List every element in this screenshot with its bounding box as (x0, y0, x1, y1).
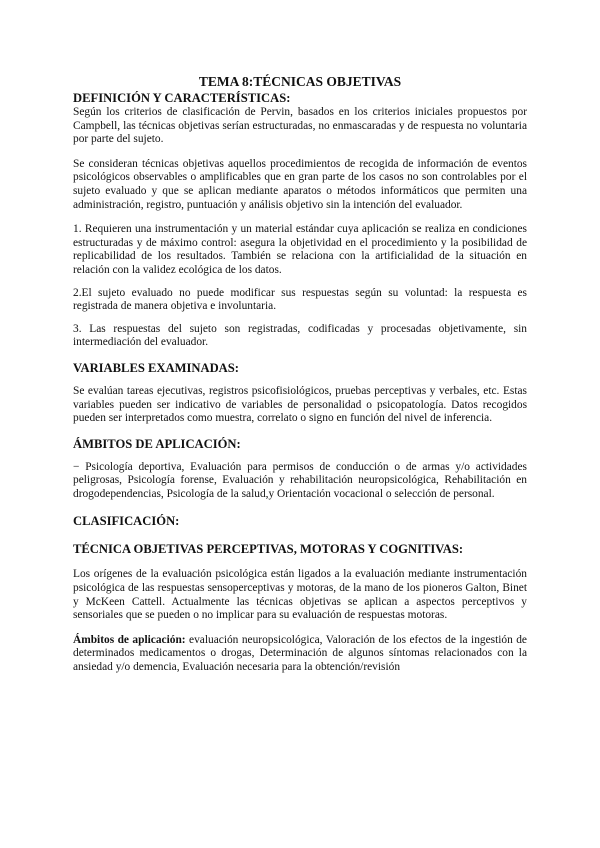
paragraph-ambitos-1: − Psicología deportiva, Evaluación para permisos de conducción o de armas y/o actividades peligrosas, Psicología forense, Evaluación y rehabilitación neuropsicológica, Rehabilitación en drogodependencias, Psicología de la salud,y Orientación vocacional o selección de personal. (73, 460, 527, 500)
paragraph-definicion-4: 2.El sujeto evaluado no puede modificar sus respuestas según su voluntad: la respuesta es registrada de manera objetiva e involuntaria. (73, 286, 527, 313)
heading-clasificacion: CLASIFICACIÓN: (73, 514, 180, 529)
document-title: TEMA 8:TÉCNICAS OBJETIVAS (198, 74, 402, 89)
heading-variables: VARIABLES EXAMINADAS: (73, 360, 239, 375)
document-page (73, 74, 527, 675)
paragraph-definicion-3: 1. Requieren una instrumentación y un material estándar cuya aplicación se realiza en condiciones estructuradas y de máximo control: asegura la objetividad en el procedimiento y la posibilidad de replicabilidad de los resultados. También se relaciona con la artificialidad de la situación en relación con la validez ecológica de los datos. (73, 223, 527, 276)
paragraph-perceptivas-1: Los orígenes de la evaluación psicológica están ligados a la evaluación mediante instrumentación psicológica de las respuestas sensoperceptivas y motoras, de la mano de los pioneros Galton, Binet y McKeen Cattell. Actualmente las técnicas objetivas se aplican a aspectos perceptivos y sensoriales que se pueden o no implicar para su evaluación de respuestas motoras. (73, 568, 527, 622)
paragraph-perceptivas-2-label: Ámbitos de aplicación: (73, 633, 186, 646)
heading-definicion: DEFINICIÓN Y CARACTERÍSTICAS: (73, 91, 291, 105)
paragraph-definicion-2: Se consideran técnicas objetivas aquellos procedimientos de recogida de información de eventos psicológicos observables o amplificables que en gran parte de los casos no son controlables por el sujeto evaluado y que se aplican mediante aparatos o métodos informáticos que permiten una administración, registro, puntuación y análisis objetivo sin la intención del evaluador. (73, 157, 527, 211)
heading-ambitos: ÁMBITOS DE APLICACIÓN: (73, 436, 241, 451)
paragraph-perceptivas-2 (73, 634, 527, 675)
paragraph-variables-1: Se evalúan tareas ejecutivas, registros psicofisiológicos, pruebas perceptivas y verbales, etc. Estas variables pueden ser indicativo de variables de personalidad o psicopatología. Datos recogidos pueden ser interpretados como muestra, correlato o signo en función del nivel de inferencia. (73, 384, 527, 425)
heading-perceptivas: TÉCNICA OBJETIVAS PERCEPTIVAS, MOTORAS Y COGNITIVAS: (73, 542, 464, 557)
paragraph-definicion-1: Según los criterios de clasificación de Pervin, basados en los criterios iniciales propuestos por Campbell, las técnicas objetivas serían estructuradas, no enmascaradas y de respuesta no voluntaria por parte del sujeto. (73, 106, 527, 146)
paragraph-definicion-5: 3. Las respuestas del sujeto son registradas, codificadas y procesadas objetivamente, sin intermediación del evaluador. (73, 322, 527, 349)
paragraph-perceptivas-2-text: evaluación neuropsicológica, Valoración de los efectos de la ingestión de determinados medicamentos o drogas, Determinación de algunos síntomas relacionados con la ansiedad y/o demencia, Evaluación necesaria para la obtención/revisión (73, 633, 527, 674)
